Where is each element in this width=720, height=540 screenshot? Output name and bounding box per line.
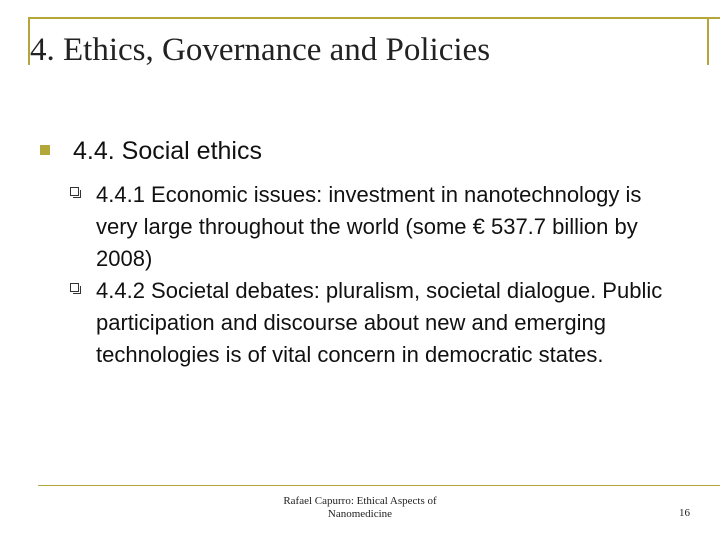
footer-credit [270,495,450,521]
page-number: 16 [679,507,690,519]
bullet-level2-text: 4.4.2 Societal debates: pluralism, societal dialogue. Public participation and discourse about new and emerging technologies is of vital concern in democratic states. [96,278,663,367]
hollow-square-bullet-icon [70,283,79,292]
bullet-level1-text: 4.4. Social ethics [73,137,262,165]
square-bullet-icon [40,145,50,155]
footer-credit-line1: Rafael Capurro: Ethical Aspects of [283,495,437,507]
hollow-square-bullet-icon [70,187,79,196]
bullet-level2-text: 4.4.1 Economic issues: investment in nanotechnology is very large throughout the world (some € 537.7 billion by 2008) [96,182,642,271]
slide-title: 4. Ethics, Governance and Policies [30,32,491,68]
title-frame-top-line [28,17,720,19]
footer-credit-line2: Nanomedicine [327,508,393,520]
title-frame-right-line [707,17,709,65]
footer-divider [38,485,720,486]
